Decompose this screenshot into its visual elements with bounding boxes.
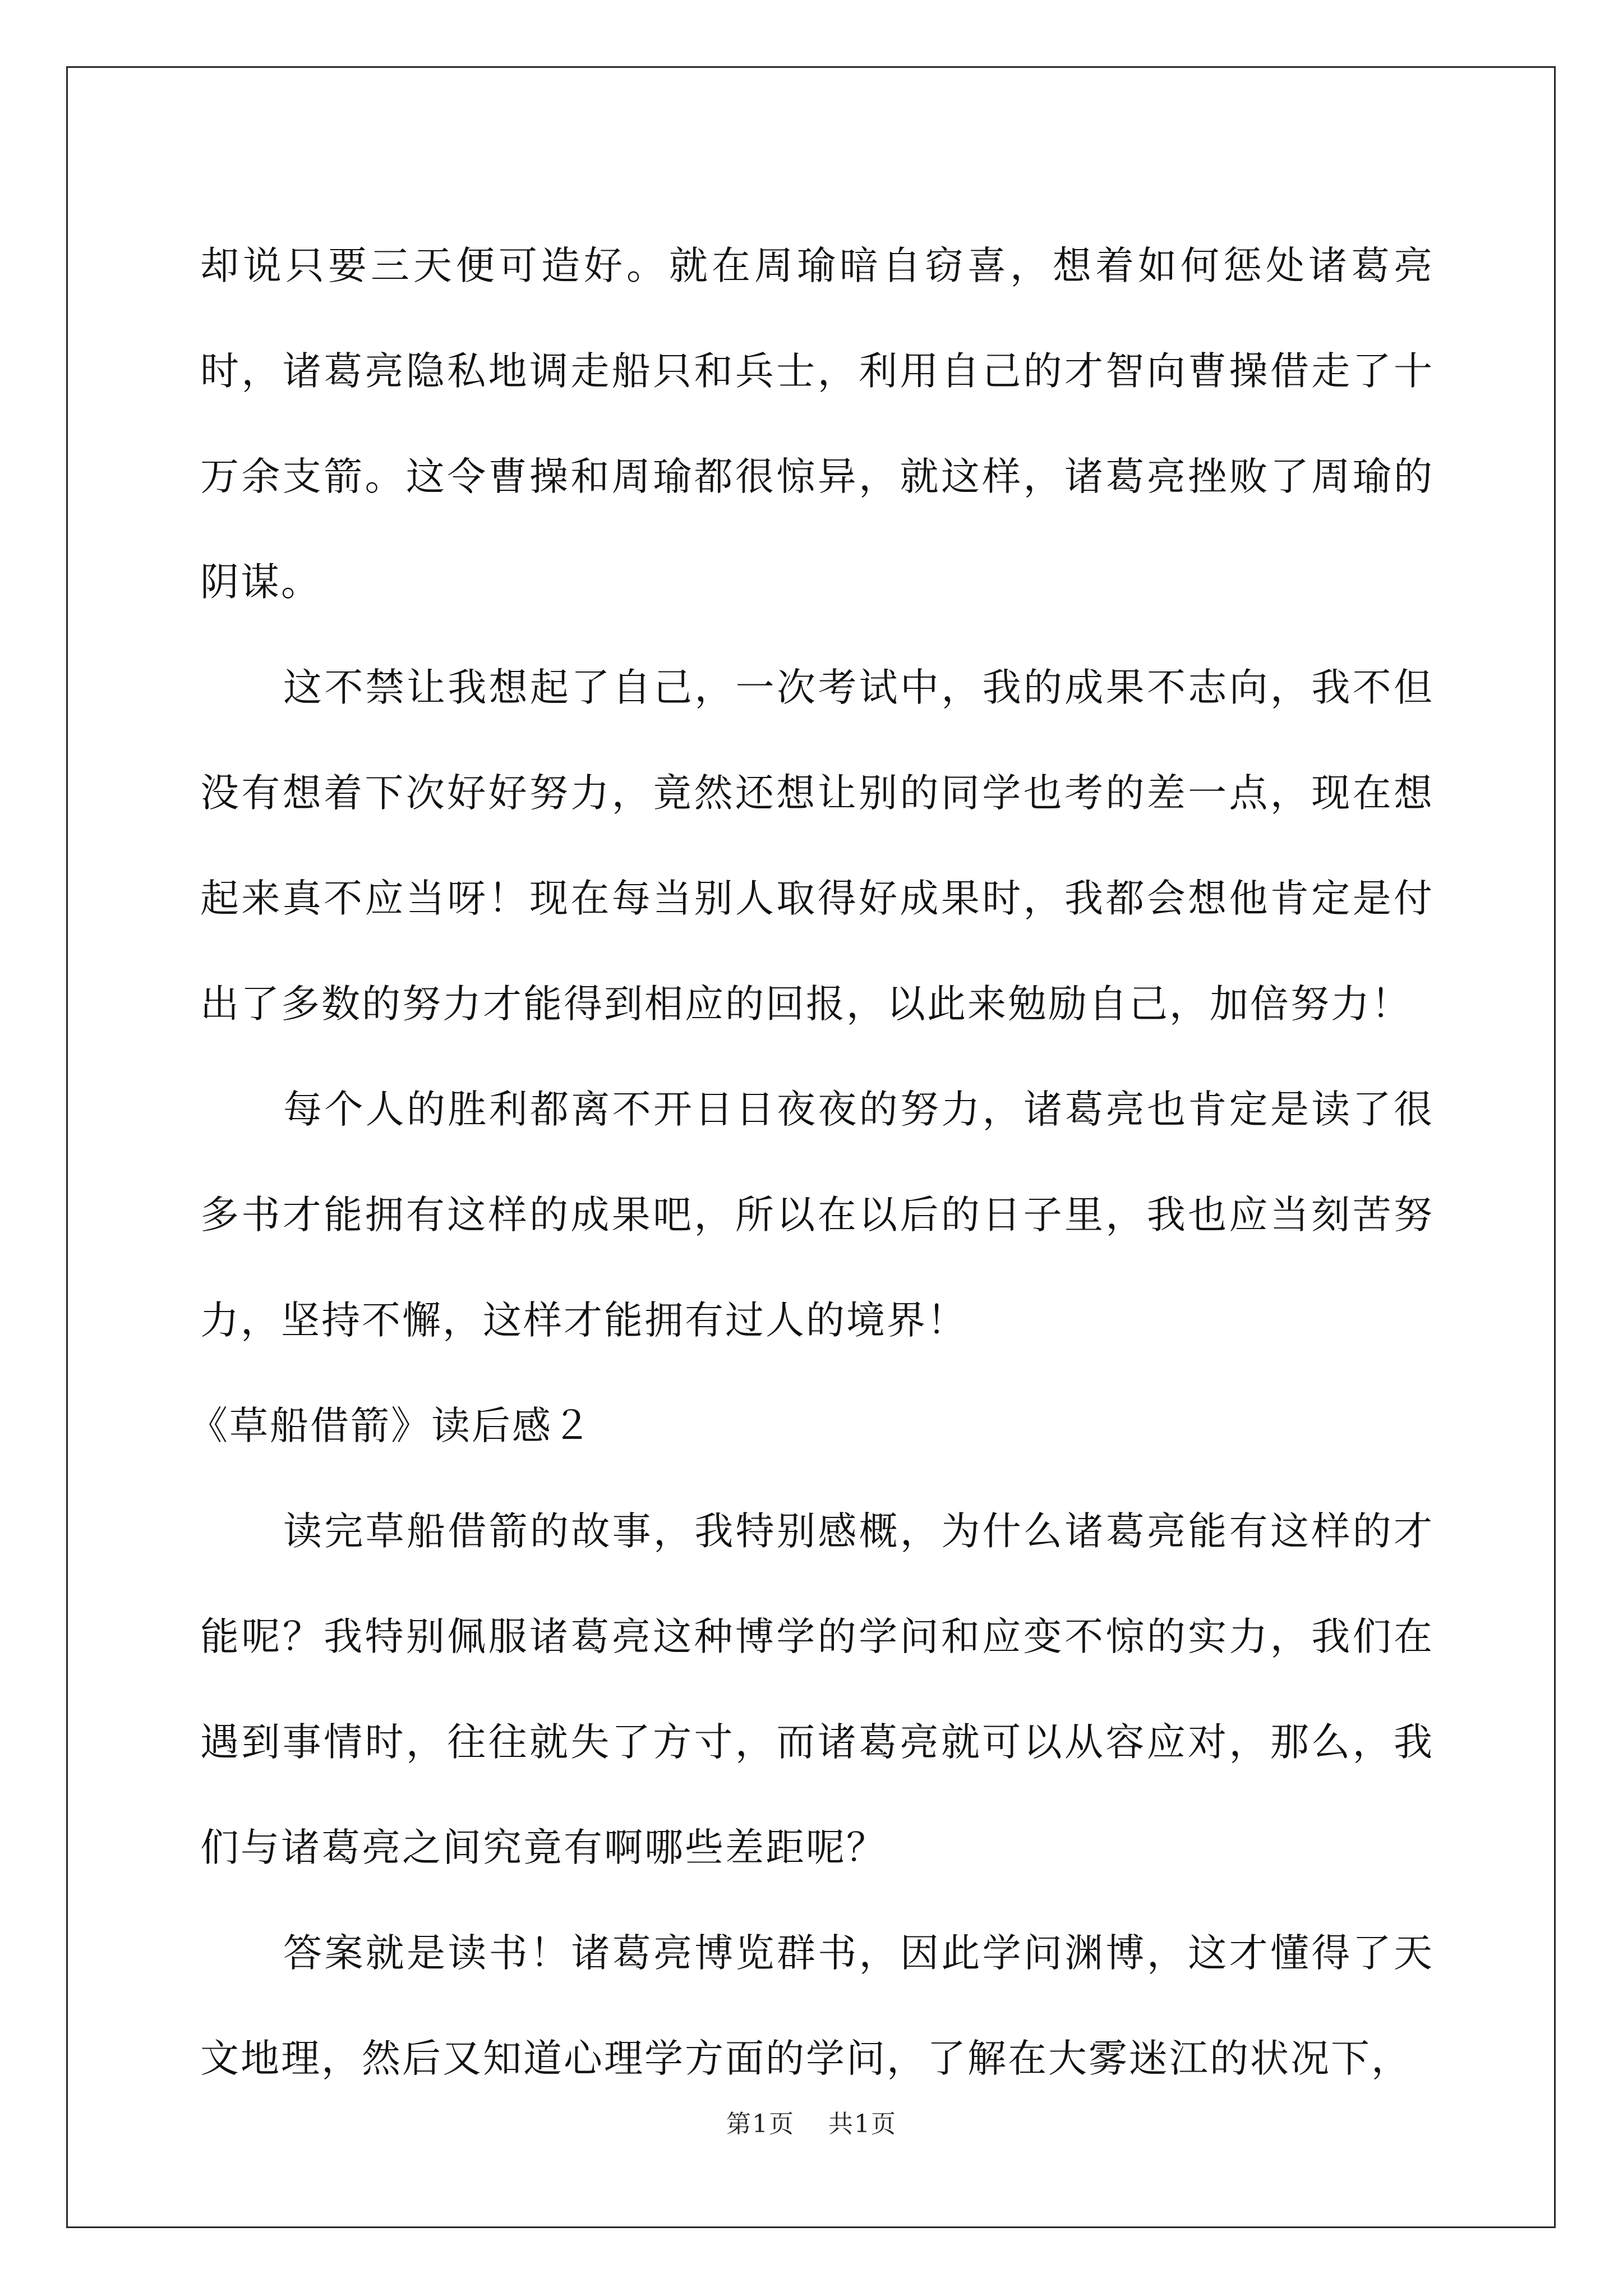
paragraph-5: 答案就是读书！诸葛亮博览群书，因此学问渊博，这才懂得了天文地理，然后又知道心理学方面的学问，了解在大雾迷江的状况下， (200, 1931, 1434, 2081)
page-total: 共1页 (828, 2110, 897, 2138)
section-heading: 《草船借箭》读后感２ (189, 1404, 593, 1448)
page-number: 第1页 (726, 2110, 795, 2138)
paragraph-3: 每个人的胜利都离不开日日夜夜的努力，诸葛亮也肯定是读了很多书才能拥有这样的成果吧，所以在以后的日子里，我也应当刻苦努力，坚持不懈，这样才能拥有过人的境界！ (200, 1087, 1434, 1343)
document-body (189, 213, 1434, 2111)
paragraph-2: 这不禁让我想起了自己，一次考试中，我的成果不志向，我不但没有想着下次好好努力，竟然还想让别的同学也考的差一点，现在想起来真不应当呀！现在每当别人取得好成果时，我都会想他肯定是付出了多数的努力才能得到相应的回报，以此来勉励自己，加倍努力！ (200, 665, 1434, 1027)
paragraph-4: 读完草船借箭的故事，我特别感概，为什么诸葛亮能有这样的才能呢？我特别佩服诸葛亮这种博学的学问和应变不惊的实力，我们在遇到事情时，往往就失了方寸，而诸葛亮就可以从容应对，那么，我们与诸葛亮之间究竟有啊哪些差距呢？ (200, 1509, 1434, 1870)
paragraph-1: 却说只要三天便可造好。就在周瑜暗自窃喜，想着如何惩处诸葛亮时，诸葛亮隐私地调走船只和兵士，利用自己的才智向曹操借走了十万余支箭。这令曹操和周瑜都很惊异，就这样，诸葛亮挫败了周瑜的阴谋。 (200, 243, 1434, 605)
page-footer (0, 2104, 1623, 2139)
